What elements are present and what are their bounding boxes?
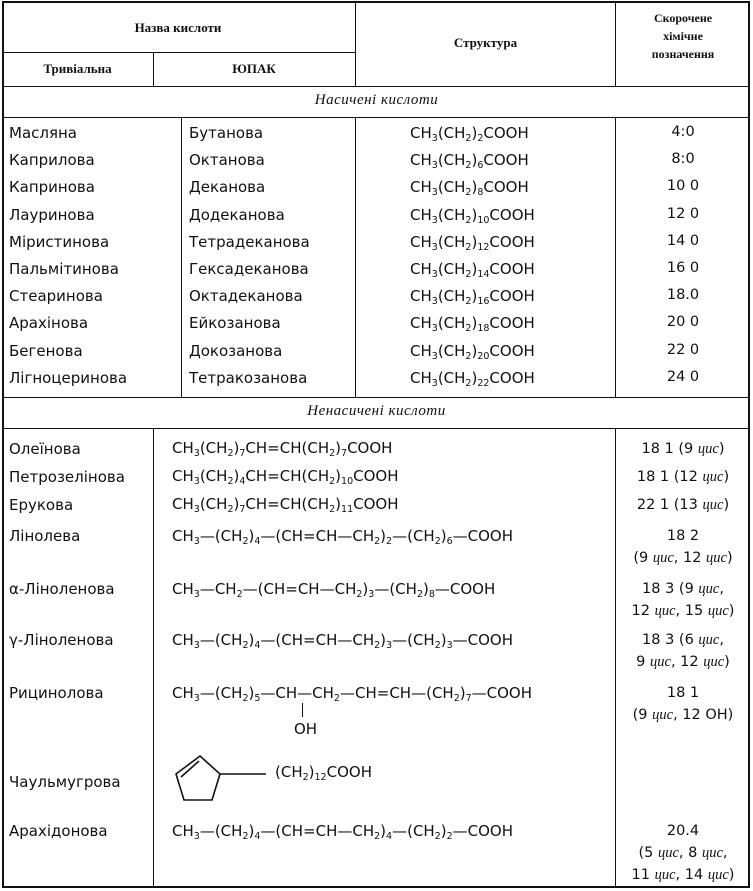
erucic-structure: $CH_3(CH_2)_7CH=CH(CH_2)_{11}COOH$ bbox=[172, 495, 399, 515]
unsaturated-section-line bbox=[2, 428, 750, 429]
saturated-iupac-name: Деканова bbox=[189, 178, 266, 196]
arachidonic-name: Арахідонова bbox=[9, 822, 108, 840]
unsaturated-section-title: Ненасичені кислоти bbox=[307, 403, 446, 419]
saturated-trivial-name: Лігноцеринова bbox=[9, 369, 128, 387]
saturated-col1-divider bbox=[181, 117, 182, 397]
saturated-iupac-name: Докозанова bbox=[189, 342, 283, 360]
saturated-trivial-name: Стеаринова bbox=[9, 287, 103, 305]
saturated-section-line bbox=[2, 117, 750, 118]
saturated-abbr: 18.0 bbox=[666, 287, 700, 303]
cyclopentene-ring bbox=[170, 748, 270, 810]
arachidonic-abbr: 20.4 (5 цис, 8 цис, 11 цис, 14 цис) bbox=[631, 823, 735, 883]
ricinoleic-abbr: 18 1 (9 цис, 12 OH) bbox=[632, 685, 734, 723]
saturated-abbr: 16 0 bbox=[666, 260, 700, 276]
header-bottom-line bbox=[2, 86, 750, 87]
gamma-linolenic-name: γ-Ліноленова bbox=[9, 631, 114, 649]
saturated-iupac-name: Тетрадеканова bbox=[189, 233, 310, 251]
ricinoleic-structure: $CH_3—(CH_2)_5—CH—CH_2—CH=CH—(CH_2)_7—COOH$ bbox=[172, 684, 533, 704]
oleic-structure: $CH_3(CH_2)_7CH=CH(CH_2)_7COOH$ bbox=[172, 439, 393, 459]
linoleic-structure: $CH_3—(CH_2)_4—(CH=CH—CH_2)_2—(CH_2)_6—COOH$ bbox=[172, 527, 514, 547]
header-subdivider bbox=[2, 52, 356, 53]
saturated-structure: $CH_3(CH_2)_8COOH$ bbox=[410, 178, 529, 198]
trivial-header: Тривіальна bbox=[43, 61, 112, 76]
ricinoleic-oh: OH bbox=[294, 720, 318, 738]
saturated-abbr: 12 0 bbox=[666, 206, 700, 222]
structure-header: Структура bbox=[453, 35, 518, 50]
saturated-abbr: 20 0 bbox=[666, 314, 700, 330]
alpha-linolenic-structure: $CH_3—CH_2—(CH=CH—CH_2)_3—(CH_2)_8—COOH$ bbox=[172, 580, 496, 600]
abbr-header-line3: позначення bbox=[651, 47, 715, 61]
ricinoleic-oh-bond bbox=[302, 703, 303, 717]
saturated-trivial-name: Міристинова bbox=[9, 233, 110, 251]
linoleic-abbr: 18 2 (9 цис, 12 цис) bbox=[633, 528, 733, 566]
linoleic-name: Лінолева bbox=[9, 527, 81, 545]
ricinoleic-name: Рицинолова bbox=[9, 684, 104, 702]
saturated-trivial-name: Каприлова bbox=[9, 151, 95, 169]
saturated-iupac-name: Додеканова bbox=[189, 206, 285, 224]
oleic-name: Олеїнова bbox=[9, 440, 81, 458]
saturated-iupac-name: Октанова bbox=[189, 151, 265, 169]
saturated-trivial-name: Лауринова bbox=[9, 206, 95, 224]
erucic-abbr: 22 1 (13 цис) bbox=[636, 497, 730, 513]
oleic-abbr: 18 1 (9 цис) bbox=[641, 441, 725, 457]
abbr-header-line1: Скорочене bbox=[653, 11, 713, 25]
saturated-trivial-name: Капринова bbox=[9, 178, 95, 196]
saturated-structure: $CH_3(CH_2)_{10}COOH$ bbox=[410, 206, 535, 226]
saturated-abbr: 24 0 bbox=[666, 369, 700, 385]
saturated-trivial-name: Бегенова bbox=[9, 342, 83, 360]
chaulmoogric-chain: $(CH_2)_{12}COOH$ bbox=[275, 763, 372, 783]
alpha-linolenic-abbr: 18 3 (9 цис, 12 цис, 15 цис) bbox=[631, 581, 735, 619]
saturated-trivial-name: Масляна bbox=[9, 124, 77, 142]
saturated-section-title: Насичені кислоти bbox=[314, 92, 439, 108]
iupac-header: ЮПАК bbox=[232, 61, 276, 76]
unsaturated-col1-divider bbox=[153, 428, 154, 888]
saturated-iupac-name: Ейкозанова bbox=[189, 314, 281, 332]
saturated-structure: $CH_3(CH_2)_{16}COOH$ bbox=[410, 287, 535, 307]
saturated-abbr: 8:0 bbox=[671, 151, 695, 167]
saturated-col2-divider bbox=[355, 117, 356, 397]
acid-name-header: Назва кислоти bbox=[134, 20, 222, 35]
alpha-linolenic-name: α-Ліноленова bbox=[9, 580, 115, 598]
saturated-iupac-name: Бутанова bbox=[189, 124, 264, 142]
saturated-iupac-name: Октадеканова bbox=[189, 287, 303, 305]
saturated-trivial-name: Арахінова bbox=[9, 314, 89, 332]
petroselinic-abbr: 18 1 (12 цис) bbox=[636, 469, 730, 485]
arachidonic-structure: $CH_3—(CH_2)_4—(CH=CH—CH_2)_4—(CH_2)_2—COOH$ bbox=[172, 822, 514, 842]
petroselinic-name: Петрозелінова bbox=[9, 468, 125, 486]
saturated-structure: $CH_3(CH_2)_{18}COOH$ bbox=[410, 314, 535, 334]
saturated-iupac-name: Тетракозанова bbox=[189, 369, 308, 387]
erucic-name: Ерукова bbox=[9, 496, 74, 514]
saturated-structure: $CH_3(CH_2)_2COOH$ bbox=[410, 124, 529, 144]
saturated-abbr: 10 0 bbox=[666, 178, 700, 194]
saturated-structure: $CH_3(CH_2)_{20}COOH$ bbox=[410, 342, 535, 362]
saturated-end-line bbox=[2, 397, 750, 398]
saturated-structure: $CH_3(CH_2)_{12}COOH$ bbox=[410, 233, 535, 253]
petroselinic-structure: $CH_3(CH_2)_4CH=CH(CH_2)_{10}COOH$ bbox=[172, 467, 399, 487]
saturated-abbr: 22 0 bbox=[666, 342, 700, 358]
saturated-structure: $CH_3(CH_2)_6COOH$ bbox=[410, 151, 529, 171]
chaulmoogric-name: Чаульмугрова bbox=[9, 773, 121, 791]
abbr-header-line2: хімічне bbox=[663, 29, 703, 43]
saturated-structure: $CH_3(CH_2)_{22}COOH$ bbox=[410, 369, 535, 389]
gamma-linolenic-structure: $CH_3—(CH_2)_4—(CH=CH—CH_2)_3—(CH_2)_3—COOH$ bbox=[172, 631, 514, 651]
saturated-trivial-name: Пальмітинова bbox=[9, 260, 119, 278]
saturated-iupac-name: Гексадеканова bbox=[189, 260, 309, 278]
saturated-abbr: 14 0 bbox=[666, 233, 700, 249]
saturated-structure: $CH_3(CH_2)_{14}COOH$ bbox=[410, 260, 535, 280]
saturated-abbr: 4:0 bbox=[671, 124, 695, 140]
gamma-linolenic-abbr: 18 3 (6 цис, 9 цис, 12 цис) bbox=[636, 632, 730, 670]
